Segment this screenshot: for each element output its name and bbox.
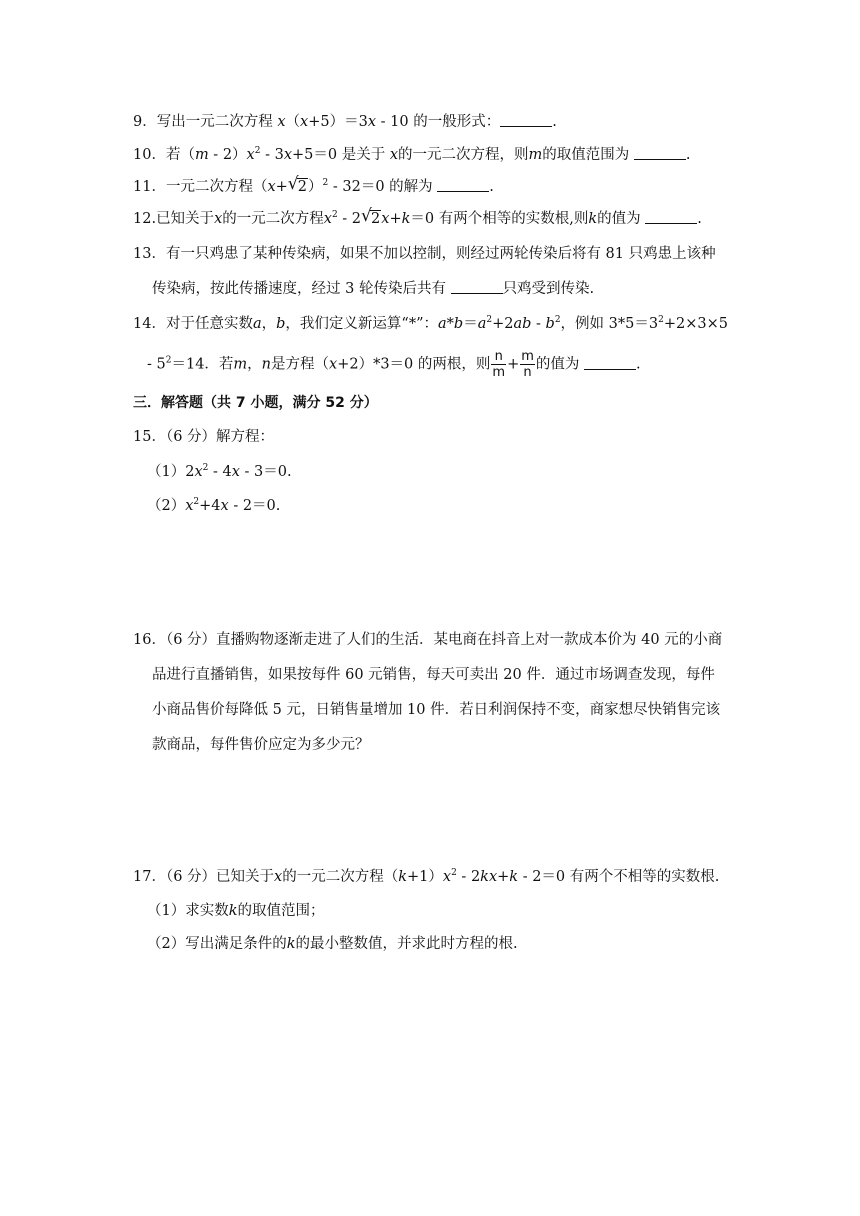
- question-16-line-2: 品进行直播销售，如果按每件 60 元销售，每天可卖出 20 件．通过市场调查发现，每件: [152, 667, 715, 683]
- answer-blank: [500, 114, 552, 127]
- question-number: 10．: [133, 147, 166, 163]
- question-17-part-1: （1）求实数k的取值范围；: [147, 903, 325, 919]
- question-12: 12.已知关于x的一元二次方程$x^2 - 2$ √ 2x+k＝0 有两个相等的实数根,则k的值为 .: [133, 208, 702, 230]
- question-16-line-3: 小商品售价每降低 5 元，日销售量增加 10 件．若日利润保持不变，商家想尽快销售完该: [152, 702, 721, 718]
- answer-blank: [645, 211, 697, 224]
- answer-blank: [451, 281, 503, 294]
- answer-blank: [634, 147, 686, 160]
- question-16: 16．（6 分）直播购物逐渐走进了人们的生活．某电商在抖音上对一款成本价为 40 元的小商: [133, 632, 723, 648]
- question-9: 9．写出一元二次方程 x（x+5）＝3x - 10 的一般形式： .: [133, 114, 557, 130]
- question-number: 14．: [133, 316, 166, 332]
- square-root: √ 2: [361, 206, 381, 227]
- fraction-n-over-m: $\frac{n}{m}$: [492, 349, 506, 380]
- answer-blank: [584, 357, 636, 370]
- question-16-line-4: 款商品，每件售价应定为多少元？: [152, 737, 370, 753]
- question-14: 14．对于任意实数a，b，我们定义新运算“*”：$a*b=a^2+2ab - b^2$，例如 $3*5=3^2+2\times 3\times 5$: [133, 315, 728, 332]
- question-13-line-2: 传染病，按此传播速度，经过 3 轮传染后共有 只鸡受到传染.: [152, 281, 595, 297]
- question-15-part-2: $(2)x^2+4x - 2=0$.: [147, 497, 281, 514]
- question-14-line-2: - $5^2=14$．若m，n是方程（x+2）*3＝0 的两根，则 $\frac{n}{m}$ + $\frac{m}{n}$ 的值为 .: [147, 349, 641, 380]
- question-number: 9．: [133, 114, 157, 130]
- question-number: 13．: [133, 246, 166, 262]
- question-number: 12.: [133, 211, 157, 227]
- answer-blank: [437, 179, 489, 192]
- square-root: √ 2: [287, 174, 308, 195]
- question-15-part-1: $(1)2x^2 - 4x - 3=0$.: [147, 463, 292, 480]
- question-10: 10．若$(m - 2)x^2 - 3x+5=0$ 是关于 x的一元二次方程，则m的取值范围为 .: [133, 146, 691, 163]
- question-17: 17．（6 分）已知关于x的一元二次方程$(k+1)x^2 - 2kx+k - 2=0$ 有两个不相等的实数根.: [133, 868, 720, 885]
- question-11: 11．一元二次方程（x+ √ 2）$^2$ - 32＝0 的解为 .: [133, 176, 494, 198]
- question-number: 11．: [133, 179, 166, 195]
- question-13: 13．有一只鸡患了某种传染病，如果不加以控制，则经过两轮传染后将有 81 只鸡患上该种: [133, 246, 716, 262]
- section-heading: 三．解答题（共 7 小题，满分 52 分）: [133, 395, 378, 411]
- fraction-m-over-n: $\frac{m}{n}$: [521, 349, 534, 380]
- question-17-part-2: （2）写出满足条件的k的最小整数值，并求此时方程的根.: [147, 936, 518, 952]
- question-15: 15．（6 分）解方程：: [133, 429, 275, 445]
